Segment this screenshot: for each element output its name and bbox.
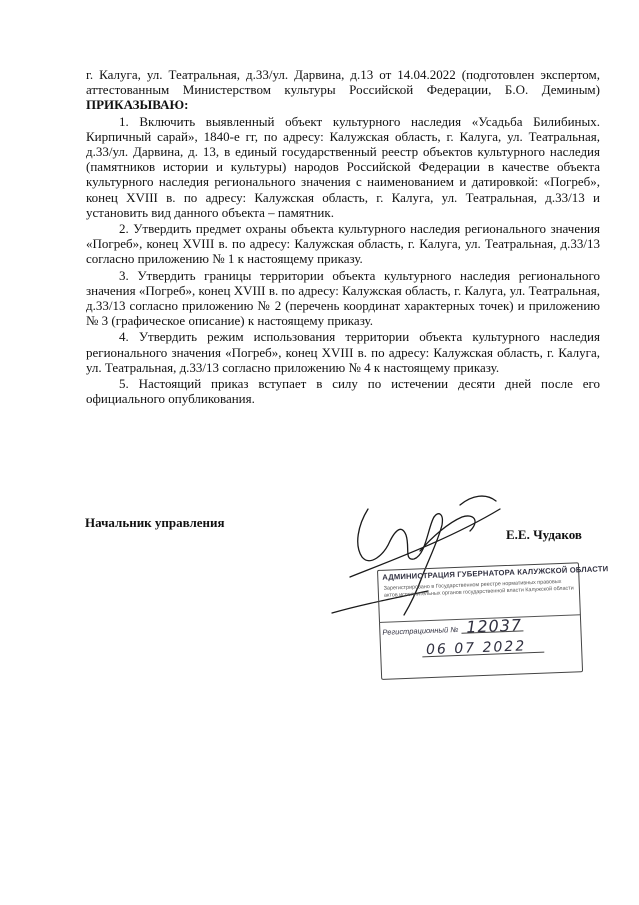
registration-stamp: [377, 562, 609, 680]
intro-text: г. Калуга, ул. Театральная, д.33/ул. Дарвина, д.13 от 14.04.2022 (подготовлен экспертом, аттестованным Министерством культуры Российской Федерации, Б.О. Деминым): [86, 67, 600, 98]
signatory-name: Е.Е. Чудаков: [506, 527, 582, 542]
stamp-reg-number: 12037: [465, 615, 523, 637]
order-body: [86, 67, 600, 406]
intro-paragraph: [86, 67, 600, 113]
order-item-5: 5. Настоящий приказ вступает в силу по истечении десяти дней после его официального опубликования.: [86, 376, 600, 407]
stamp-subtext: Зарегистрировано в Государственном реестре нормативных правовых актов исполнительных органов государственной власти Калужской области: [383, 578, 574, 599]
order-item-1: 1. Включить выявленный объект культурного наследия «Усадьба Билибиных. Кирпичный сарай», 1840-е гг, по адресу: Калужская область, г. Калуга, ул. Театральная, д.33/ул. Дарвина, д. 13, в единый государственный реестр объектов культурного наследия (памятников истории и культуры) народов Российской Федерации в качестве объекта культурного наследия регионального значения с наименованием и датировкой: «Погреб», конец XVIII в. по адресу: Калужская область, г. Калуга, ул. Театральная, д.33/13 и установить вид данного объекта – памятник.: [86, 113, 600, 220]
stamp-header: АДМИНИСТРАЦИЯ ГУБЕРНАТОРА КАЛУЖСКОЙ ОБЛАСТИ: [382, 564, 609, 582]
signatory-title: Начальник управления: [85, 515, 225, 530]
stamp-reg-label: Регистрационный №: [382, 624, 459, 637]
order-item-2: 2. Утвердить предмет охраны объекта культурного наследия регионального значения «Погреб», конец XVIII в. по адресу: Калужская область, г. Калуга, ул. Театральная, д.33/13 согласно приложению № 1 к настоящему приказу.: [86, 221, 600, 267]
order-keyword: ПРИКАЗЫВАЮ:: [86, 97, 189, 113]
stamp-date: 06 07 2022: [425, 638, 527, 659]
order-item-4: 4. Утвердить режим использования территории объекта культурного наследия регионального значения «Погреб», конец XVIII в. по адресу: Калужская область, г. Калуга, ул. Театральная, д.33/13 согласно приложению № 4 к настоящему приказу.: [86, 329, 600, 375]
order-item-3: 3. Утвердить границы территории объекта культурного наследия регионального значения «Погреб», конец XVIII в. по адресу: Калужская область, г. Калуга, ул. Театральная, д.33/13 согласно приложению № 2 (перечень координат характерных точек) и приложению № 3 (графическое описание) к настоящему приказу.: [86, 267, 600, 329]
